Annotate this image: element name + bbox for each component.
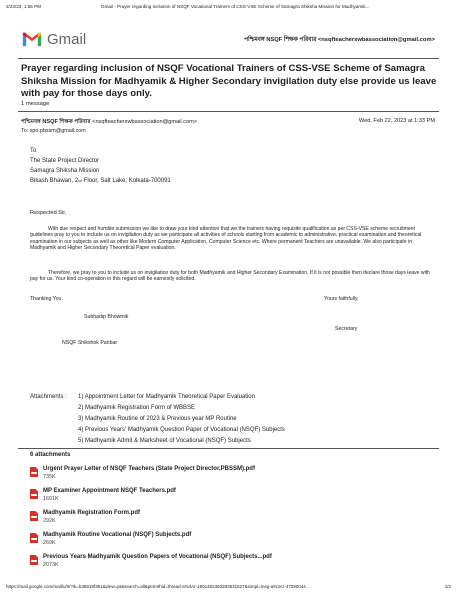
attachment-name[interactable]: Madhyamik Registration Form.pdf xyxy=(43,510,141,516)
thanks-line: Thanking You. xyxy=(30,296,63,302)
divider xyxy=(18,111,439,112)
gmail-wordmark: Gmail xyxy=(47,31,87,48)
reference-item: 4) Previous Years' Madhyamik Question Paper of Vocational (NSQF) Subjects xyxy=(78,427,285,433)
attachment-name[interactable]: Urgent Prayer Letter of NSQF Teachers (State Project Director,PBSSM).pdf xyxy=(43,466,255,472)
gmail-logo-icon xyxy=(22,32,42,47)
print-url: https://mail.google.com/mail/u/0/?ik=b35919f381&view=pt&search=all&permthid=thread-a%3Ar-1901462360283631627&simpl=msg-a%3Ar-47290044... xyxy=(6,584,310,589)
attachment-name[interactable]: Previous Years Madhyamik Question Papers of Vocational (NSQF) Subjects...pdf xyxy=(43,554,272,560)
attachment-item[interactable] xyxy=(30,466,430,484)
attachment-item[interactable] xyxy=(30,488,430,506)
recipient-line: Samagra Shiksha Mission xyxy=(30,168,100,174)
message-date: Wed, Feb 22, 2023 at 1:33 PM xyxy=(358,118,435,124)
attachments-label: Attachments : xyxy=(30,394,67,400)
letter-paragraph: Therefore, we pray to you to include us on invigilation duty for both Madhyamik and Higher Secondary Examination. If it is not possible then declare those days leave with pay for us. Your kind co-operation in this regard will be earnestly solicited. xyxy=(30,270,430,283)
salutation: Respected Sir, xyxy=(30,210,67,216)
print-title: Gmail - Prayer regarding inclusion of NSQF Vocational Trainers of CSS-VSE Scheme of Samagra Shiksha Mission for Madhyamik... xyxy=(101,4,370,9)
attachment-item[interactable] xyxy=(30,510,430,528)
signer-name: Subhadip Bhowmik xyxy=(84,314,129,320)
divider xyxy=(18,448,439,449)
account-label: পশ্চিমবঙ্গ NSQF শিক্ষক পরিবার <nsqfteacherswbassociation@gmail.com> xyxy=(244,37,435,43)
attachment-name[interactable]: MP Examiner Appointment NSQF Teachers.pdf xyxy=(43,488,176,494)
reference-item: 1) Appointment Letter for Madhyamik Theoretical Paper Evaluation xyxy=(78,394,255,400)
attachment-size: 269K xyxy=(43,540,56,546)
letter-paragraph: With due respect and humble submission we like to draw your kind attention that we the trainers having requisite qualification as per CSS-VSE scheme recruitment guidelines pray to you to include us on invigilation duty as we participate all activities of schools starting from academic to administrative, practical examination and theoretical examination in our subjects as well as other like Modern Computer Application, Computer Science etc. Where permanent Teachers are unavailable. We also participate in Madhyamik and Higher Secondary Theoretical Paper evaluation. xyxy=(30,226,422,252)
page-number: 1/2 xyxy=(444,584,451,589)
attachments-count: 6 attachments xyxy=(30,452,71,458)
print-header xyxy=(6,4,451,14)
attachment-size: 735K xyxy=(43,474,56,480)
message-count: 1 message xyxy=(21,101,50,107)
pdf-icon xyxy=(30,533,38,543)
letter-address xyxy=(30,146,430,186)
signer-designation: Secretary xyxy=(335,326,358,332)
reference-item: 3) Madhyamik Routine of 2023 & Previous year MP Routine xyxy=(78,416,237,422)
pdf-icon xyxy=(30,511,38,521)
attachment-size: 1691K xyxy=(43,496,59,502)
sender-email: <nsqfteacherswbassociation@gmail.com> xyxy=(92,119,198,125)
attachment-size: 2073K xyxy=(43,562,59,568)
pdf-icon xyxy=(30,467,38,477)
organisation-name: NSQF Shikshok Paribar xyxy=(62,340,118,346)
attachment-size: 292K xyxy=(43,518,56,524)
attachment-name[interactable]: Madhyamik Routine Vocational (NSQF) Subjects.pdf xyxy=(43,532,192,538)
attachment-item[interactable] xyxy=(30,554,430,572)
closing-line: Yours faithfully, xyxy=(324,296,359,302)
pdf-icon xyxy=(30,555,38,565)
recipient: To: spo.pbssm@gmail.com xyxy=(21,128,86,134)
to-label: To xyxy=(30,148,37,154)
attachment-item[interactable] xyxy=(30,532,430,550)
print-datetime: 2/23/23, 1:55 PM xyxy=(6,4,41,9)
reference-item: 5) Madhyamik Admit & Marksheet of Vocational (NSQF) Subjects xyxy=(78,438,251,444)
divider xyxy=(18,58,439,59)
attachment-references xyxy=(30,392,285,447)
thread-subject: Prayer regarding inclusion of NSQF Vocational Trainers of CSS-VSE Scheme of Samagra Shiksha Mission for Madhyamik & Higher Secondary invigilation duty else provide us leave with pay for those days only. xyxy=(21,63,437,100)
pdf-icon xyxy=(30,489,38,499)
recipient-line: The State Project Director xyxy=(30,158,100,164)
gmail-header xyxy=(22,30,435,54)
reference-item: 2) Madhyamik Registration Form of WBBSE xyxy=(78,405,196,411)
recipient-address: Bikash Bhawan, 2nd Floor, Salt Lake, Kolkata-700091 xyxy=(30,178,171,184)
sender xyxy=(21,118,197,127)
sender-name: পশ্চিমবঙ্গ NSQF শিক্ষক পরিবার xyxy=(21,119,91,125)
